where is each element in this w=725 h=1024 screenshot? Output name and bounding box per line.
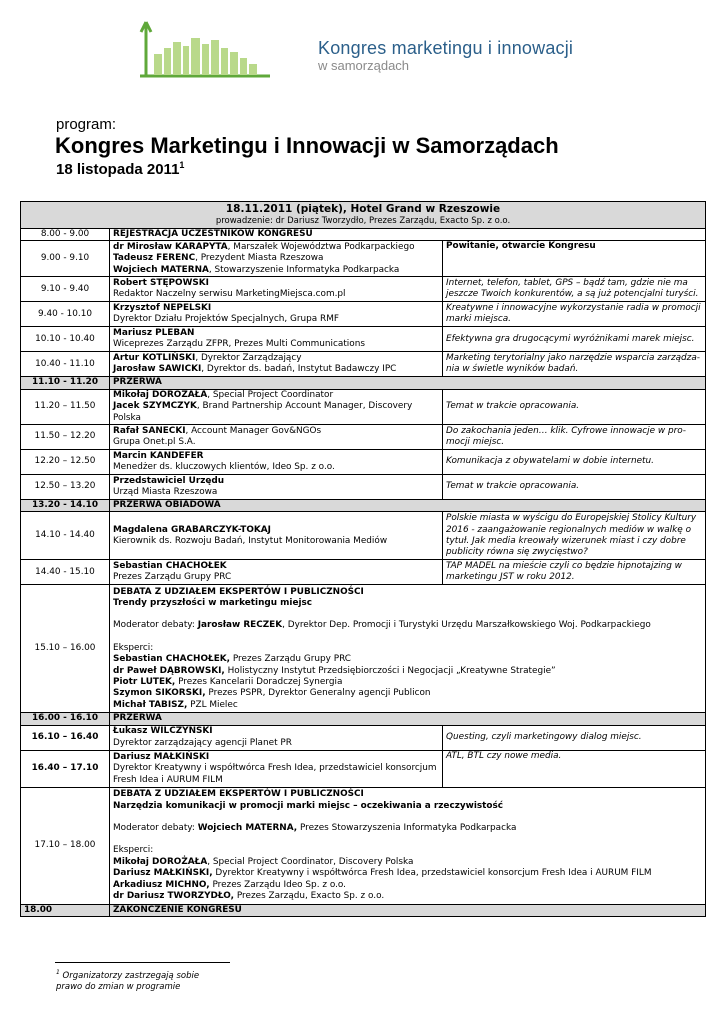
row-time: 14.40 - 15.10 bbox=[21, 560, 110, 585]
row-title: PRZERWA bbox=[110, 713, 706, 725]
speaker-role: , Dyrektor ds. badań, Instytut Badawczy IPC bbox=[201, 364, 397, 375]
speaker-name: Wojciech MATERNA bbox=[113, 264, 209, 275]
expert-role: Prezes PSPR, Dyrektor Generalny agencji Publicon bbox=[205, 688, 431, 699]
speaker-name: Rafał SANECKI bbox=[113, 425, 186, 436]
debate-subtitle: Narzędzia komunikacji w promocji marki miejsc – oczekiwania a rzeczywistość bbox=[113, 800, 504, 811]
row-speaker bbox=[110, 277, 443, 302]
speaker-role: Urząd Miasta Rzeszowa bbox=[113, 487, 218, 498]
row-topic: Marketing terytorialny jako narzędzie wsparcia zarządza-nia w świetle wyników badań. bbox=[443, 352, 706, 377]
expert-name: Piotr LUTEK, bbox=[113, 677, 176, 688]
row-time: 18.00 bbox=[21, 904, 110, 916]
table-row bbox=[21, 904, 706, 916]
speaker-name: Jacek SZYMCZYK bbox=[113, 401, 197, 412]
row-title: PRZERWA bbox=[110, 377, 706, 389]
debate-title: DEBATA Z UDZIAŁEM EKSPERTÓW I PUBLICZNOŚCI bbox=[113, 789, 364, 800]
row-title: REJESTRACJA UCZESTNIKÓW KONGRESU bbox=[110, 229, 706, 241]
speaker-role: Prezes Zarządu Grupy PRC bbox=[113, 572, 232, 583]
expert-role: Prezes Zarządu Grupy PRC bbox=[230, 654, 351, 665]
row-speaker bbox=[110, 327, 443, 352]
expert-role: Dyrektor Kreatywny i współtwórca Fresh Idea, przedstawiciel konsorcjum Fresh Idea i AURUM FILM bbox=[212, 868, 652, 879]
speaker-name: Magdalena GRABARCZYK-TOKAJ bbox=[113, 524, 271, 535]
speaker-name: Robert STĘPOWSKI bbox=[113, 278, 209, 288]
row-topic: Kreatywne i innowacyjne wykorzystanie radia w promocji marki miejsca. bbox=[443, 302, 706, 327]
expert-role: , Special Project Coordinator, Discovery Polska bbox=[207, 856, 414, 867]
expert-name: dr Paweł DĄBROWSKI, bbox=[113, 665, 225, 676]
table-row bbox=[21, 750, 706, 787]
speaker-name: Krzysztof NEPELSKI bbox=[113, 303, 212, 313]
row-speaker bbox=[110, 725, 443, 750]
moderator-name: Wojciech MATERNA, bbox=[197, 823, 298, 834]
row-time: 17.10 – 18.00 bbox=[21, 787, 110, 904]
experts-label: Eksperci: bbox=[113, 845, 154, 856]
row-speaker bbox=[110, 352, 443, 377]
row-speaker bbox=[110, 302, 443, 327]
table-header bbox=[21, 202, 706, 229]
table-row bbox=[21, 377, 706, 389]
speaker-role: Dyrektor Działu Projektów Specjalnych, Grupa RMF bbox=[113, 314, 339, 325]
speaker-role: , Marszałek Województwa Podkarpackiego bbox=[227, 241, 415, 252]
expert-name: dr Dariusz TWORZYDŁO, bbox=[113, 891, 235, 902]
speaker-role: , Prezydent Miasta Rzeszowa bbox=[195, 253, 324, 264]
speaker-name: Przedstawiciel Urzędu bbox=[113, 475, 225, 486]
table-row bbox=[21, 475, 706, 500]
brand-line2: w samorządach bbox=[318, 58, 410, 73]
expert-name: Sebastian CHACHOŁEK, bbox=[113, 654, 231, 665]
speaker-name: Mikołaj DOROŻAŁA bbox=[113, 389, 208, 400]
speaker-name: dr Mirosław KARAPYTA bbox=[113, 241, 228, 252]
table-subheading: prowadzenie: dr Dariusz Tworzydło, Prezes Zarządu, Exacto Sp. z o.o. bbox=[215, 216, 511, 226]
footnote-line2: prawo do zmian w programie bbox=[56, 981, 181, 992]
expert-item bbox=[113, 857, 702, 868]
table-heading: 18.11.2011 (piątek), Hotel Grand w Rzeszowie bbox=[225, 203, 501, 215]
footnote-divider bbox=[55, 962, 230, 963]
row-time: 11.50 – 12.20 bbox=[21, 425, 110, 450]
table-row bbox=[21, 352, 706, 377]
row-topic: Questing, czyli marketingowy dialog miejsc. bbox=[443, 725, 706, 750]
moderator-role: Prezes Stowarzyszenia Informatyka Podkarpacka bbox=[297, 823, 517, 834]
row-topic: Komunikacja z obywatelami w dobie internetu. bbox=[443, 450, 706, 475]
row-time: 16.00 - 16.10 bbox=[21, 713, 110, 725]
table-header-row bbox=[21, 202, 706, 229]
table-row bbox=[21, 787, 706, 904]
moderator-label: Moderator debaty: bbox=[113, 620, 198, 631]
speaker-name: Mariusz PLEBAN bbox=[113, 328, 195, 338]
footnote-line1: Organizatorzy zastrzegają sobie bbox=[59, 970, 200, 981]
expert-role: Prezes Zarządu Ideo Sp. z o.o. bbox=[209, 879, 347, 890]
program-label: program: bbox=[56, 116, 117, 133]
speaker-role: , Special Project Coordinator bbox=[207, 389, 334, 400]
table-row bbox=[21, 560, 706, 585]
expert-role: Prezes Zarządu, Exacto Sp. z o.o. bbox=[234, 891, 385, 902]
row-topic: Efektywna gra drugocącymi wyróżnikami marek miejsc. bbox=[443, 327, 706, 352]
row-speaker bbox=[110, 450, 443, 475]
table-row bbox=[21, 713, 706, 725]
row-topic: TAP MADEL na mieście czyli co będzie hipnotajzing w marketingu JST w roku 2012. bbox=[443, 560, 706, 585]
expert-item bbox=[113, 700, 702, 711]
speaker-name: Marcin KANDEFER bbox=[113, 450, 204, 461]
debate-title: DEBATA Z UDZIAŁEM EKSPERTÓW I PUBLICZNOŚCI bbox=[113, 586, 364, 597]
speaker-role: , Brand Partnership Account Manager, Discovery Polska bbox=[113, 401, 413, 423]
event-date-text: 18 listopada 2011 bbox=[56, 161, 180, 178]
row-title: PRZERWA OBIADOWA bbox=[110, 500, 706, 512]
speaker-role: Redaktor Naczelny serwisu MarketingMiejsca.com.pl bbox=[113, 289, 346, 300]
row-speaker bbox=[110, 475, 443, 500]
speaker-role: Menedżer ds. kluczowych klientów, Ideo Sp. z o.o. bbox=[113, 462, 335, 473]
speaker-role: , Dyrektor Zarządzający bbox=[195, 353, 302, 363]
expert-item bbox=[113, 880, 702, 891]
expert-name: Dariusz MAŁKIŃSKI, bbox=[113, 868, 213, 879]
row-speaker bbox=[110, 389, 443, 424]
row-time: 8.00 - 9.00 bbox=[21, 229, 110, 241]
speaker-name: Łukasz WILCZYŃSKI bbox=[113, 726, 213, 737]
program-table bbox=[20, 201, 706, 917]
table-row bbox=[21, 302, 706, 327]
speaker-name: Jarosław SAWICKI bbox=[113, 364, 202, 375]
row-topic: Do zakochania jeden… klik. Cyfrowe innowacje w pro-mocji miejsc. bbox=[443, 425, 706, 450]
footnote-mark: 1 bbox=[56, 969, 60, 976]
page-title: Kongres Marketingu i Innowacji w Samorządach bbox=[55, 133, 559, 158]
row-time: 9.40 - 10.10 bbox=[21, 302, 110, 327]
row-topic: Polskie miasta w wyścigu do Europejskiej Stolicy Kultury 2016 - zaangażowanie regionalnych mediów w walkę o tytuł. Jak media kreowały wizerunek miast i czy dobre publicity równa się zwycięstwo? bbox=[443, 512, 706, 560]
speaker-name: Artur KOTLIŃSKI bbox=[113, 353, 196, 363]
row-time: 9.00 - 9.10 bbox=[21, 241, 110, 277]
footnote bbox=[56, 967, 199, 993]
debate-subtitle: Trendy przyszłości w marketingu miejsc bbox=[113, 598, 313, 609]
speaker-role: , Stowarzyszenie Informatyka Podkarpacka bbox=[208, 264, 400, 275]
table-row bbox=[21, 229, 706, 241]
speaker-role: Dyrektor zarządzający agencji Planet PR bbox=[113, 737, 292, 748]
row-time: 12.20 – 12.50 bbox=[21, 450, 110, 475]
row-time: 13.20 - 14.10 bbox=[21, 500, 110, 512]
moderator-label: Moderator debaty: bbox=[113, 823, 198, 834]
expert-item bbox=[113, 654, 702, 665]
debate-moderator bbox=[113, 823, 702, 834]
table-row bbox=[21, 450, 706, 475]
row-time: 10.10 - 10.40 bbox=[21, 327, 110, 352]
brand-wordmark bbox=[318, 38, 573, 73]
expert-item bbox=[113, 666, 702, 677]
debate-cell bbox=[110, 585, 706, 713]
expert-item bbox=[113, 688, 702, 699]
table-row bbox=[21, 389, 706, 424]
row-topic: ATL, BTL czy nowe media. bbox=[443, 750, 706, 787]
moderator-name: Jarosław RECZEK bbox=[197, 620, 283, 631]
expert-item bbox=[113, 677, 702, 688]
row-topic: Temat w trakcie opracowania. bbox=[443, 389, 706, 424]
brand-line1: Kongres marketingu i innowacji bbox=[318, 38, 574, 58]
table-row bbox=[21, 725, 706, 750]
table-row bbox=[21, 327, 706, 352]
logo-skyline-icon bbox=[138, 18, 278, 80]
table-row bbox=[21, 500, 706, 512]
expert-name: Michał TABISZ, bbox=[113, 699, 188, 710]
expert-item bbox=[113, 891, 702, 902]
row-topic: Powitanie, otwarcie Kongresu bbox=[443, 241, 706, 277]
row-time: 10.40 - 11.10 bbox=[21, 352, 110, 377]
speaker-name: Sebastian CHACHOŁEK bbox=[113, 561, 227, 572]
debate-moderator bbox=[113, 620, 702, 631]
row-time: 9.10 - 9.40 bbox=[21, 277, 110, 302]
event-date bbox=[56, 160, 184, 178]
row-speaker bbox=[110, 425, 443, 450]
row-topic: Internet, telefon, tablet, GPS – bądź tam, gdzie nie ma jeszcze Twoich konkurentów, a są już potencjalni turyści. bbox=[443, 277, 706, 302]
row-time: 11.20 – 11.50 bbox=[21, 389, 110, 424]
row-speaker bbox=[110, 560, 443, 585]
speaker-role: Grupa Onet.pl S.A. bbox=[113, 437, 196, 448]
table-row bbox=[21, 277, 706, 302]
row-speaker bbox=[110, 750, 443, 787]
expert-role: Prezes Kancelarii Doradczej Synergia bbox=[175, 677, 343, 688]
table-row bbox=[21, 585, 706, 713]
row-time: 14.10 - 14.40 bbox=[21, 512, 110, 560]
speaker-role: Dyrektor Kreatywny i współtwórca Fresh Idea, przedstawiciel konsorcjum Fresh Idea i AURUM FILM bbox=[113, 763, 437, 785]
speaker-name: Tadeusz FERENC bbox=[113, 253, 196, 264]
expert-role: PZL Mielec bbox=[187, 699, 238, 710]
moderator-role: , Dyrektor Dep. Promocji i Turystyki Urzędu Marszałkowskiego Woj. Podkarpackiego bbox=[282, 620, 651, 631]
row-title: ZAKOŃCZENIE KONGRESU bbox=[110, 904, 706, 916]
expert-role: Holistyczny Instytut Przedsiębiorczości i Negocjacji „Kreatywne Strategie” bbox=[224, 665, 556, 676]
table-row bbox=[21, 241, 706, 277]
row-topic: Temat w trakcie opracowania. bbox=[443, 475, 706, 500]
table-row bbox=[21, 425, 706, 450]
table-row bbox=[21, 512, 706, 560]
speaker-name: Dariusz MAŁKIŃSKI bbox=[113, 751, 210, 762]
row-time: 12.50 – 13.20 bbox=[21, 475, 110, 500]
expert-name: Szymon SIKORSKI, bbox=[113, 688, 206, 699]
experts-label: Eksperci: bbox=[113, 642, 154, 653]
expert-name: Arkadiusz MICHNO, bbox=[113, 879, 210, 890]
row-time: 16.10 – 16.40 bbox=[21, 725, 110, 750]
speaker-role: Kierownik ds. Rozwoju Badań, Instytut Monitorowania Mediów bbox=[113, 535, 388, 546]
row-time: 11.10 - 11.20 bbox=[21, 377, 110, 389]
row-time: 15.10 – 16.00 bbox=[21, 585, 110, 713]
row-speaker bbox=[110, 241, 443, 277]
row-time: 16.40 – 17.10 bbox=[21, 750, 110, 787]
speaker-role: Wiceprezes Zarządu ZFPR, Prezes Multi Communications bbox=[113, 339, 365, 350]
expert-item bbox=[113, 868, 702, 879]
row-speaker bbox=[110, 512, 443, 560]
speaker-role: , Account Manager Gov&NGOs bbox=[185, 425, 322, 436]
debate-cell bbox=[110, 787, 706, 904]
footnote-ref: 1 bbox=[179, 160, 185, 170]
expert-name: Mikołaj DOROŻAŁA bbox=[113, 856, 208, 867]
